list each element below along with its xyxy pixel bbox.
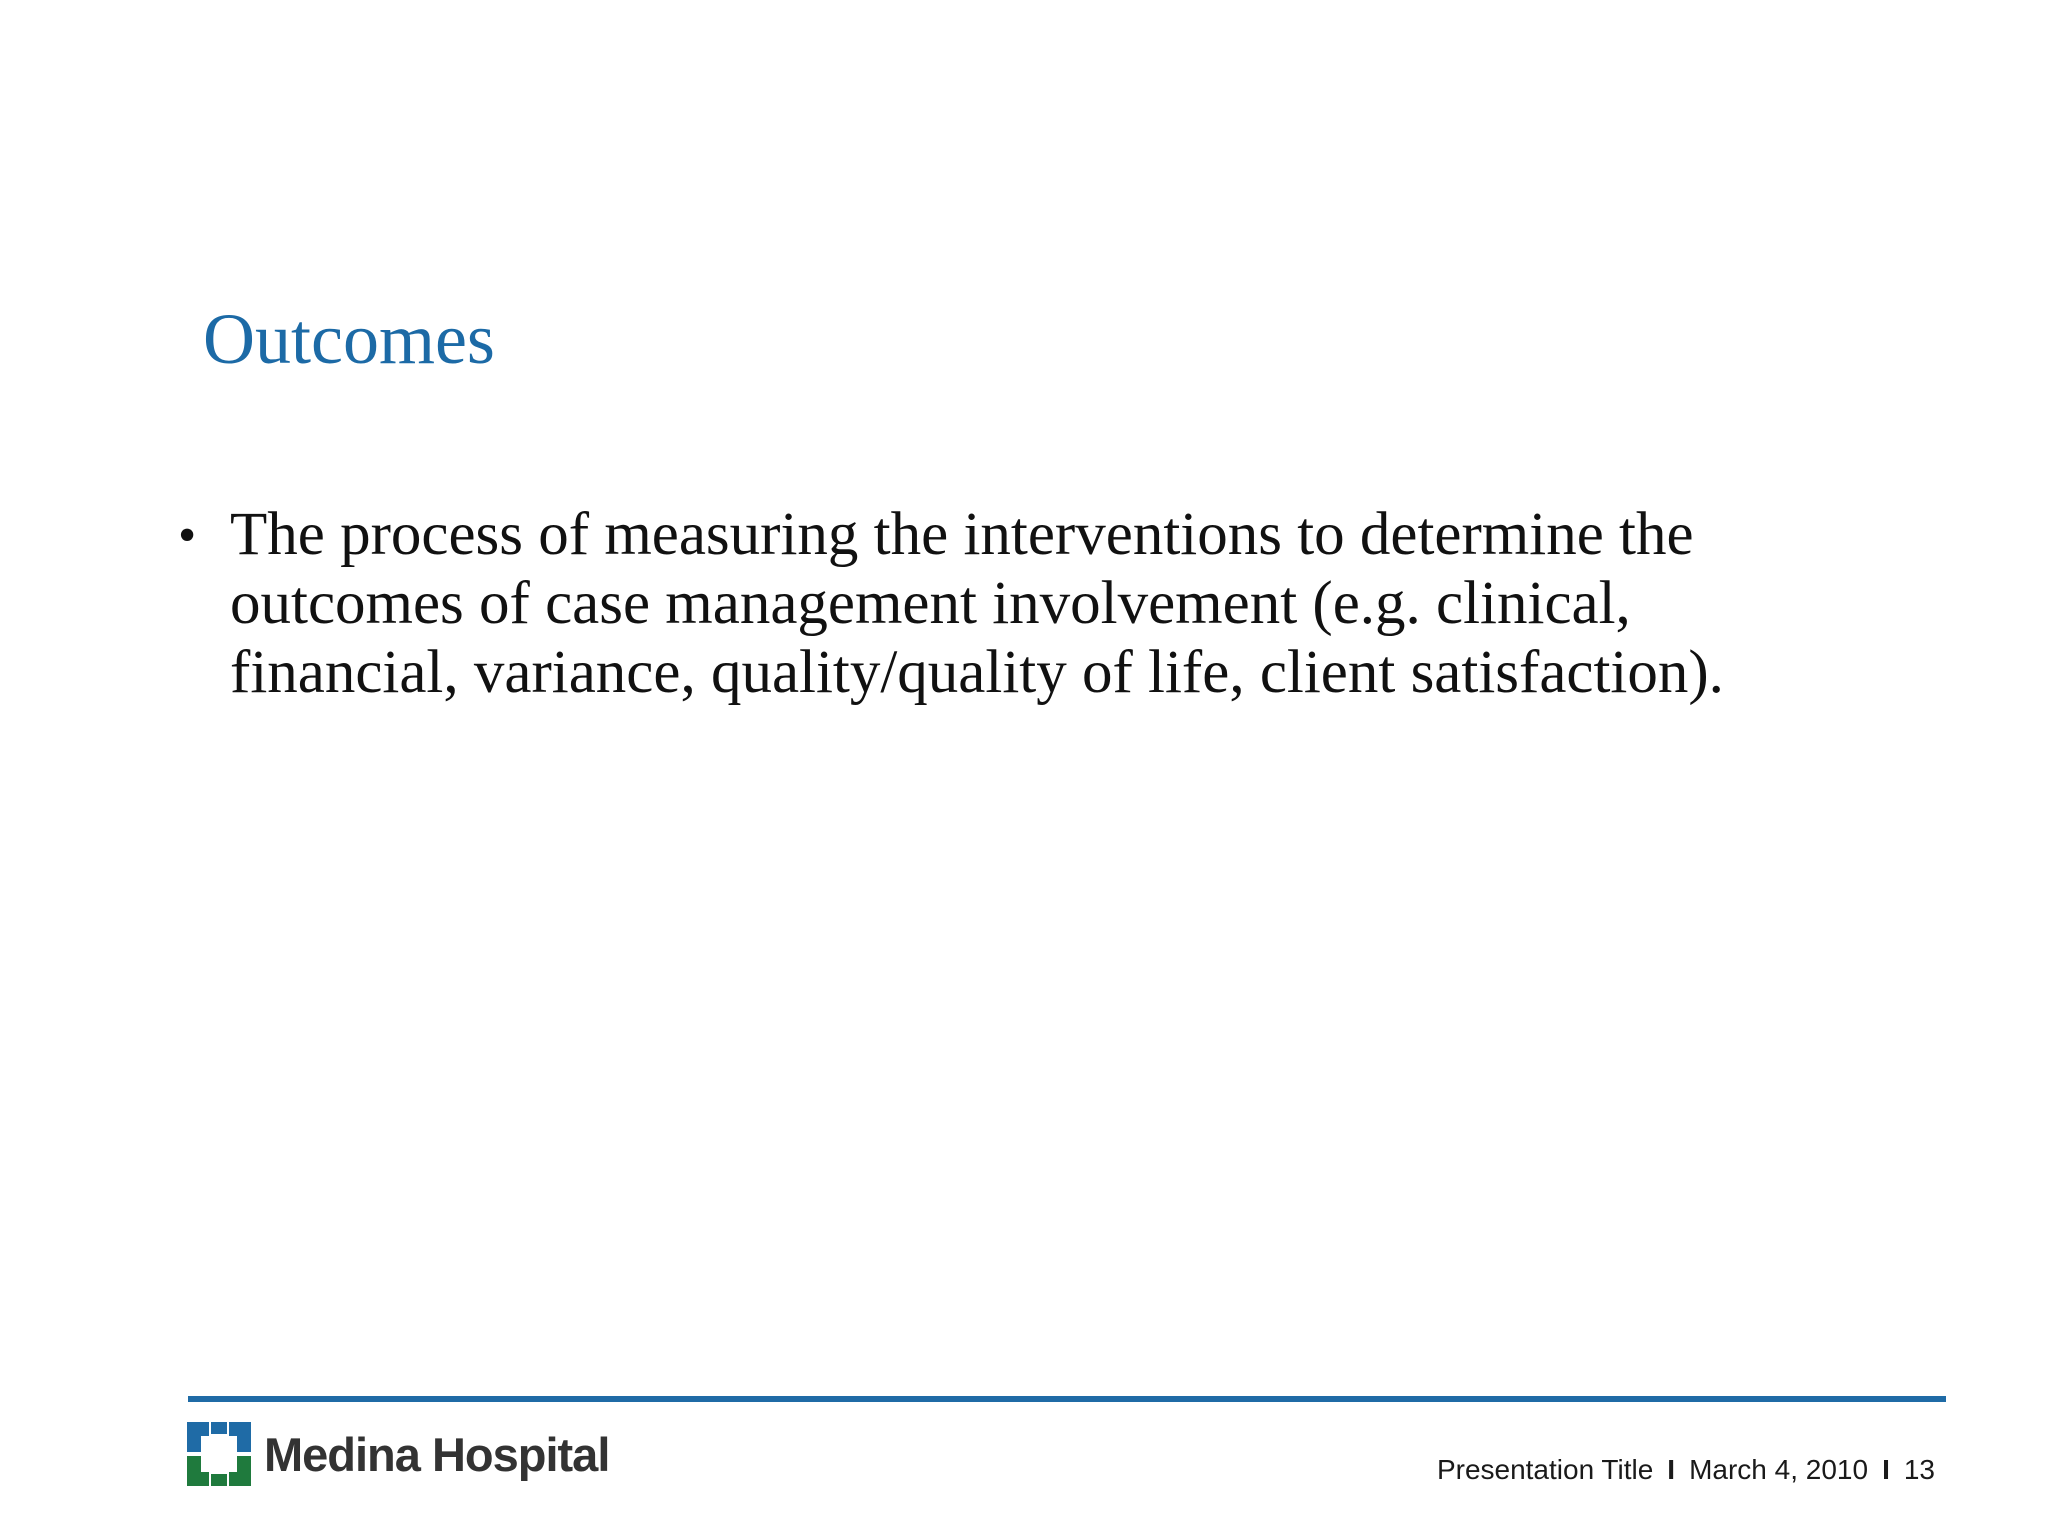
footer-separator: I [1882,1454,1890,1485]
page-number: 13 [1903,1454,1935,1485]
bullet-list [178,500,1798,707]
logo-text: Medina Hospital [264,1427,610,1481]
presentation-date: March 4, 2010 [1689,1454,1869,1485]
presentation-title: Presentation Title [1436,1454,1654,1485]
medina-hospital-logo-icon [187,1422,251,1486]
footer-logo [187,1422,609,1486]
bullet-text: The process of measuring the interventions to determine the outcomes of case management involvement (e.g. clinical, financial, variance, quality/quality of life, client satisfaction). [230,501,1724,706]
footer-divider [188,1396,1946,1402]
footer-meta [1437,1454,1935,1486]
footer-separator: I [1667,1454,1676,1485]
bullet-marker: • [178,507,197,564]
bullet-item [178,500,1798,707]
slide-title: Outcomes [203,299,495,379]
